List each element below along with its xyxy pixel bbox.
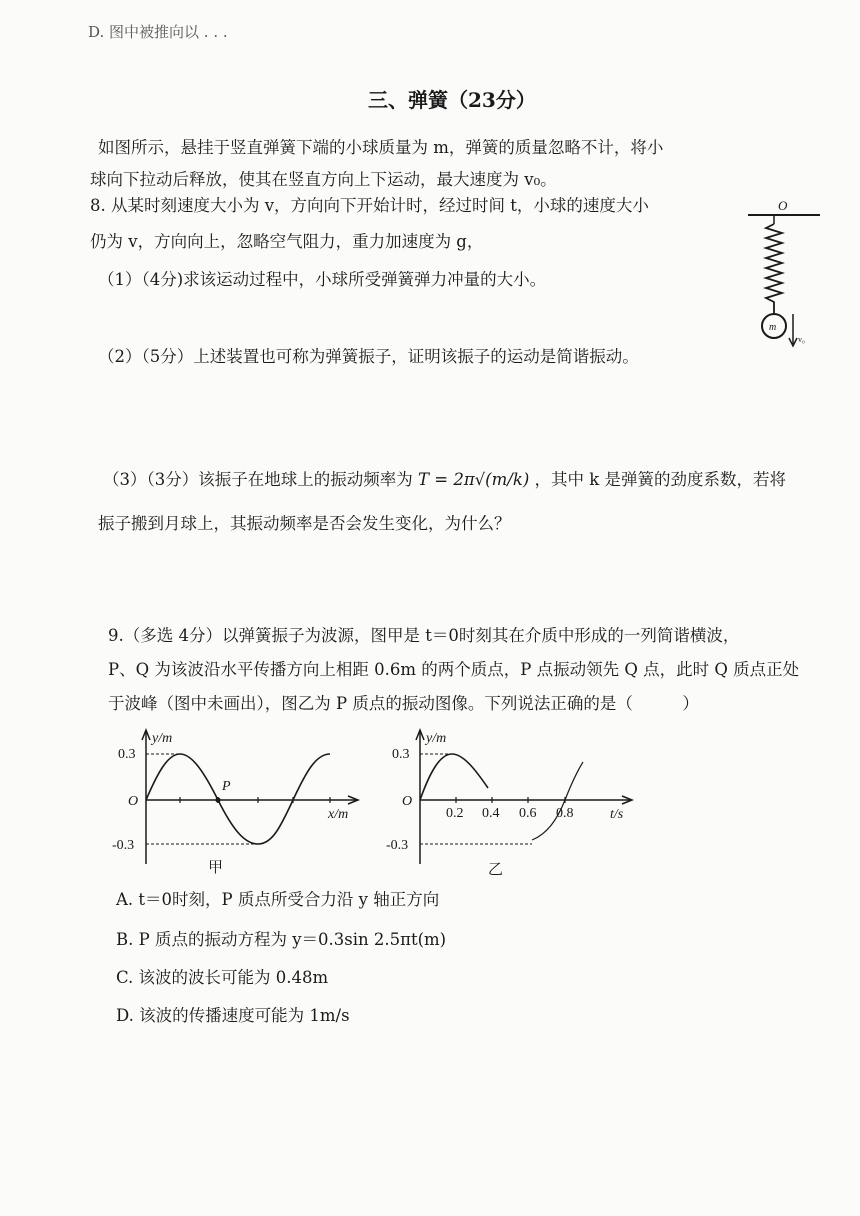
- period-formula: T = 2π√(m/k): [418, 470, 530, 489]
- q8-line-2: 仍为 v，方向向上，忽略空气阻力，重力加速度为 g，: [90, 232, 484, 251]
- graph-yi: [382, 726, 642, 876]
- jia-tick-bottom: -0.3: [112, 838, 135, 853]
- intro-line-1: 如图所示，悬挂于竖直弹簧下端的小球质量为 m，弹簧的质量忽略不计，将小: [98, 138, 664, 157]
- jia-x-label: x/m: [328, 807, 349, 822]
- jia-point-p: [215, 797, 220, 802]
- q8-part-3-prefix: （3）（3分）该振子在地球上的振动频率为: [103, 470, 413, 489]
- q8-part-1: （1）（4分)求该运动过程中，小球所受弹簧弹力冲量的大小。: [98, 270, 547, 289]
- jia-caption: 甲: [208, 860, 224, 876]
- q9-line-2: P、Q 为该波沿水平传播方向上相距 0.6m 的两个质点，P 点振动领先 Q 点，此时 Q 质点正处: [108, 660, 800, 679]
- yi-tick-0-6: 0.6: [519, 806, 537, 821]
- yi-x-label: t/s: [610, 807, 624, 822]
- option-d: D. 该波的传播速度可能为 1m/s: [116, 1006, 350, 1025]
- jia-point-p-label: P: [222, 779, 231, 794]
- jia-y-label: y/m: [152, 731, 173, 746]
- yi-origin: O: [402, 794, 413, 809]
- option-b: B. P 质点的振动方程为 y＝0.3sin 2.5πt(m): [116, 930, 447, 949]
- q9-line-1: 9.（多选 4分）以弹簧振子为波源，图甲是 t＝0时刻其在介质中形成的一列简谐横波，: [108, 626, 740, 645]
- spring-label-o: O: [778, 198, 788, 213]
- q8-part-3-suffix: ，其中 k 是弹簧的劲度系数，若将: [534, 470, 787, 489]
- q8-part-3-line-2: 振子搬到月球上，其振动频率是否会发生变化，为什么？: [98, 514, 511, 533]
- velocity-label: v₀: [798, 335, 805, 344]
- top-cut-line: D. 图中被推向以 . . .: [88, 23, 228, 41]
- q9-line-3: 于波峰（图中未画出），图乙为 P 质点的振动图像。下列说法正确的是（ ）: [108, 694, 699, 713]
- yi-tick-bottom: -0.3: [386, 838, 409, 853]
- jia-tick-top: 0.3: [118, 747, 136, 762]
- yi-tick-top: 0.3: [392, 747, 410, 762]
- yi-wave-curve-start: [420, 754, 488, 800]
- ball-label-m: m: [769, 322, 777, 333]
- yi-caption: 乙: [488, 862, 504, 876]
- option-a: A. t＝0时刻，P 质点所受合力沿 y 轴正方向: [116, 890, 440, 909]
- jia-wave-curve: [146, 754, 330, 844]
- q8-line-1: 8. 从某时刻速度大小为 v，方向向下开始计时，经过时间 t，小球的速度大小: [90, 196, 649, 215]
- section-title: 三、弹簧（23分）: [368, 88, 536, 112]
- q8-part-3: [103, 470, 786, 490]
- yi-tick-0-8: 0.8: [556, 806, 574, 821]
- graph-jia: [108, 726, 368, 876]
- jia-origin: O: [128, 794, 139, 809]
- yi-wave-curve-end: [532, 762, 583, 840]
- q8-part-2: （2）（5分）上述装置也可称为弹簧振子，证明该振子的运动是简谐振动。: [98, 347, 639, 366]
- yi-tick-0-2: 0.2: [446, 806, 464, 821]
- option-c: C. 该波的波长可能为 0.48m: [116, 968, 329, 987]
- yi-y-label: y/m: [426, 731, 447, 746]
- intro-line-2: 球向下拉动后释放，使其在竖直方向上下运动，最大速度为 v₀。: [90, 170, 557, 189]
- yi-tick-0-4: 0.4: [482, 806, 500, 821]
- spring-figure: [742, 196, 832, 356]
- spring-coil: [766, 224, 782, 314]
